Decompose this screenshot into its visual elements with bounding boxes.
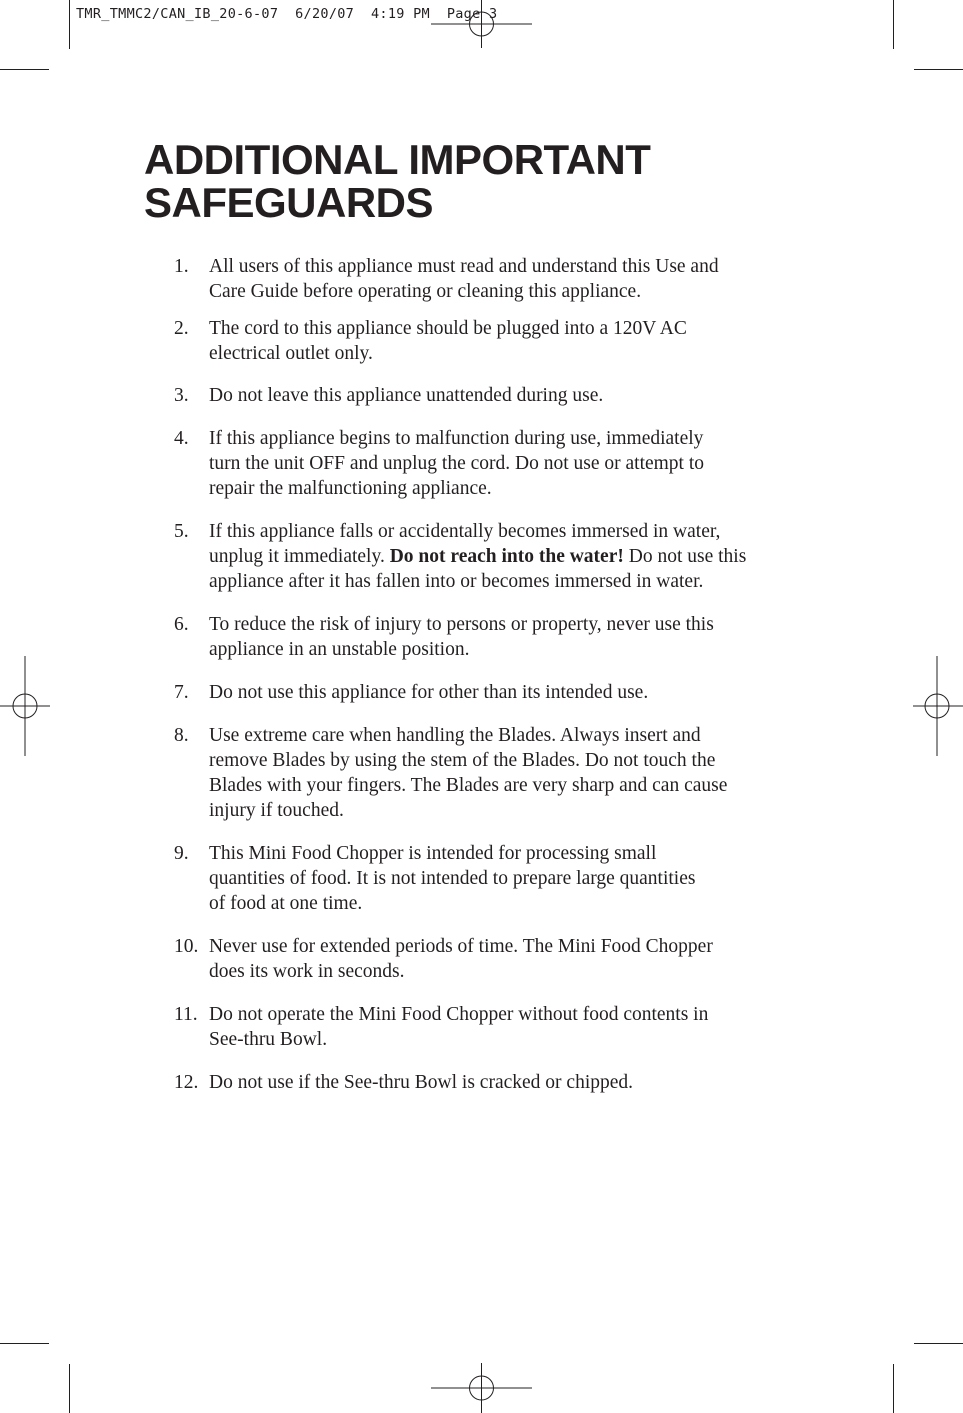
crop-mark-top-left-horizontal (0, 69, 49, 70)
item-text-line: See-thru Bowl. (209, 1029, 328, 1050)
item-text-line: Use extreme care when handling the Blades. Always insert and (209, 725, 701, 746)
item-text-line: Never use for extended periods of time. The Mini Food Chopper (209, 936, 713, 957)
crop-mark-bottom-right-horizontal (914, 1343, 963, 1344)
item-number: 2. (174, 318, 189, 339)
item-text-line: Care Guide before operating or cleaning this appliance. (209, 281, 642, 302)
item-text (209, 383, 829, 408)
item-text-line: Do not leave this appliance unattended during use. (209, 385, 604, 406)
item-text (209, 1070, 829, 1095)
item-text-line: remove Blades by using the stem of the Blades. Do not touch the (209, 750, 716, 771)
page-title-line-1: ADDITIONAL IMPORTANT (144, 136, 651, 183)
item-number: 12. (174, 1072, 199, 1093)
item-text-line (209, 544, 829, 569)
crop-mark-bottom-left-vertical (69, 1364, 70, 1413)
item-text (209, 723, 829, 823)
item-text-line: injury if touched. (209, 800, 344, 821)
item-text-line: Do not use this appliance for other than its intended use. (209, 682, 649, 703)
item-number: 3. (174, 385, 189, 406)
item-number: 1. (174, 256, 189, 277)
registration-mark-bottom-icon (431, 1363, 532, 1413)
page-title (144, 138, 650, 224)
item-text (209, 680, 829, 705)
item-text-line: appliance in an unstable position. (209, 639, 470, 660)
crop-mark-bottom-right-vertical (893, 1364, 894, 1413)
item-number: 6. (174, 614, 189, 635)
print-slug: TMR_TMMC2/CAN_IB_20-6-07 6/20/07 4:19 PM Page 3 (76, 6, 498, 22)
item-text (209, 841, 829, 916)
crop-mark-top-right-vertical (893, 0, 894, 49)
item-text-line: electrical outlet only. (209, 343, 373, 364)
crop-mark-top-right-horizontal (914, 69, 963, 70)
item-text-line: quantities of food. It is not intended to prepare large quantities (209, 868, 696, 889)
item-text-line: does its work in seconds. (209, 961, 405, 982)
item-number: 7. (174, 682, 189, 703)
item-number: 4. (174, 428, 189, 449)
item-number: 8. (174, 725, 189, 746)
item-text-line: If this appliance falls or accidentally becomes immersed in water, (209, 521, 721, 542)
item-text-line: The cord to this appliance should be plugged into a 120V AC (209, 318, 687, 339)
item-text (209, 426, 829, 501)
registration-mark-left-icon (0, 656, 50, 756)
item-text-line: repair the malfunctioning appliance. (209, 478, 492, 499)
registration-mark-top-icon (431, 0, 532, 48)
item-text (209, 316, 829, 366)
item-text-line: turn the unit OFF and unplug the cord. Do not use or attempt to (209, 453, 705, 474)
item-text-line: Do not use if the See-thru Bowl is cracked or chipped. (209, 1072, 634, 1093)
item-number: 5. (174, 521, 189, 542)
registration-mark-right-icon (913, 656, 963, 756)
warning-emphasis: Do not reach into the water! (389, 546, 624, 567)
item-text-line: If this appliance begins to malfunction during use, immediately (209, 428, 704, 449)
item-text-line: Do not operate the Mini Food Chopper without food contents in (209, 1004, 709, 1025)
crop-mark-bottom-left-horizontal (0, 1343, 49, 1344)
item-text (209, 1002, 829, 1052)
item-text-line: of food at one time. (209, 893, 363, 914)
page-title-line-2: SAFEGUARDS (144, 179, 434, 226)
item-text (209, 612, 829, 662)
item-number: 11. (174, 1004, 198, 1025)
item-text (209, 519, 829, 594)
item-text-line: To reduce the risk of injury to persons or property, never use this (209, 614, 714, 635)
item-text-line: Blades with your fingers. The Blades are very sharp and can cause (209, 775, 728, 796)
item-text (209, 934, 829, 984)
item-number: 9. (174, 843, 189, 864)
item-text-segment: Do not use this (623, 546, 747, 567)
item-text-line: appliance after it has fallen into or becomes immersed in water. (209, 571, 704, 592)
crop-mark-top-left-vertical (69, 0, 70, 49)
item-text-line: This Mini Food Chopper is intended for processing small (209, 843, 657, 864)
item-text-line: All users of this appliance must read and understand this Use and (209, 256, 719, 277)
item-number: 10. (174, 936, 199, 957)
item-text (209, 254, 829, 304)
item-text-segment: unplug it immediately. (209, 546, 390, 567)
